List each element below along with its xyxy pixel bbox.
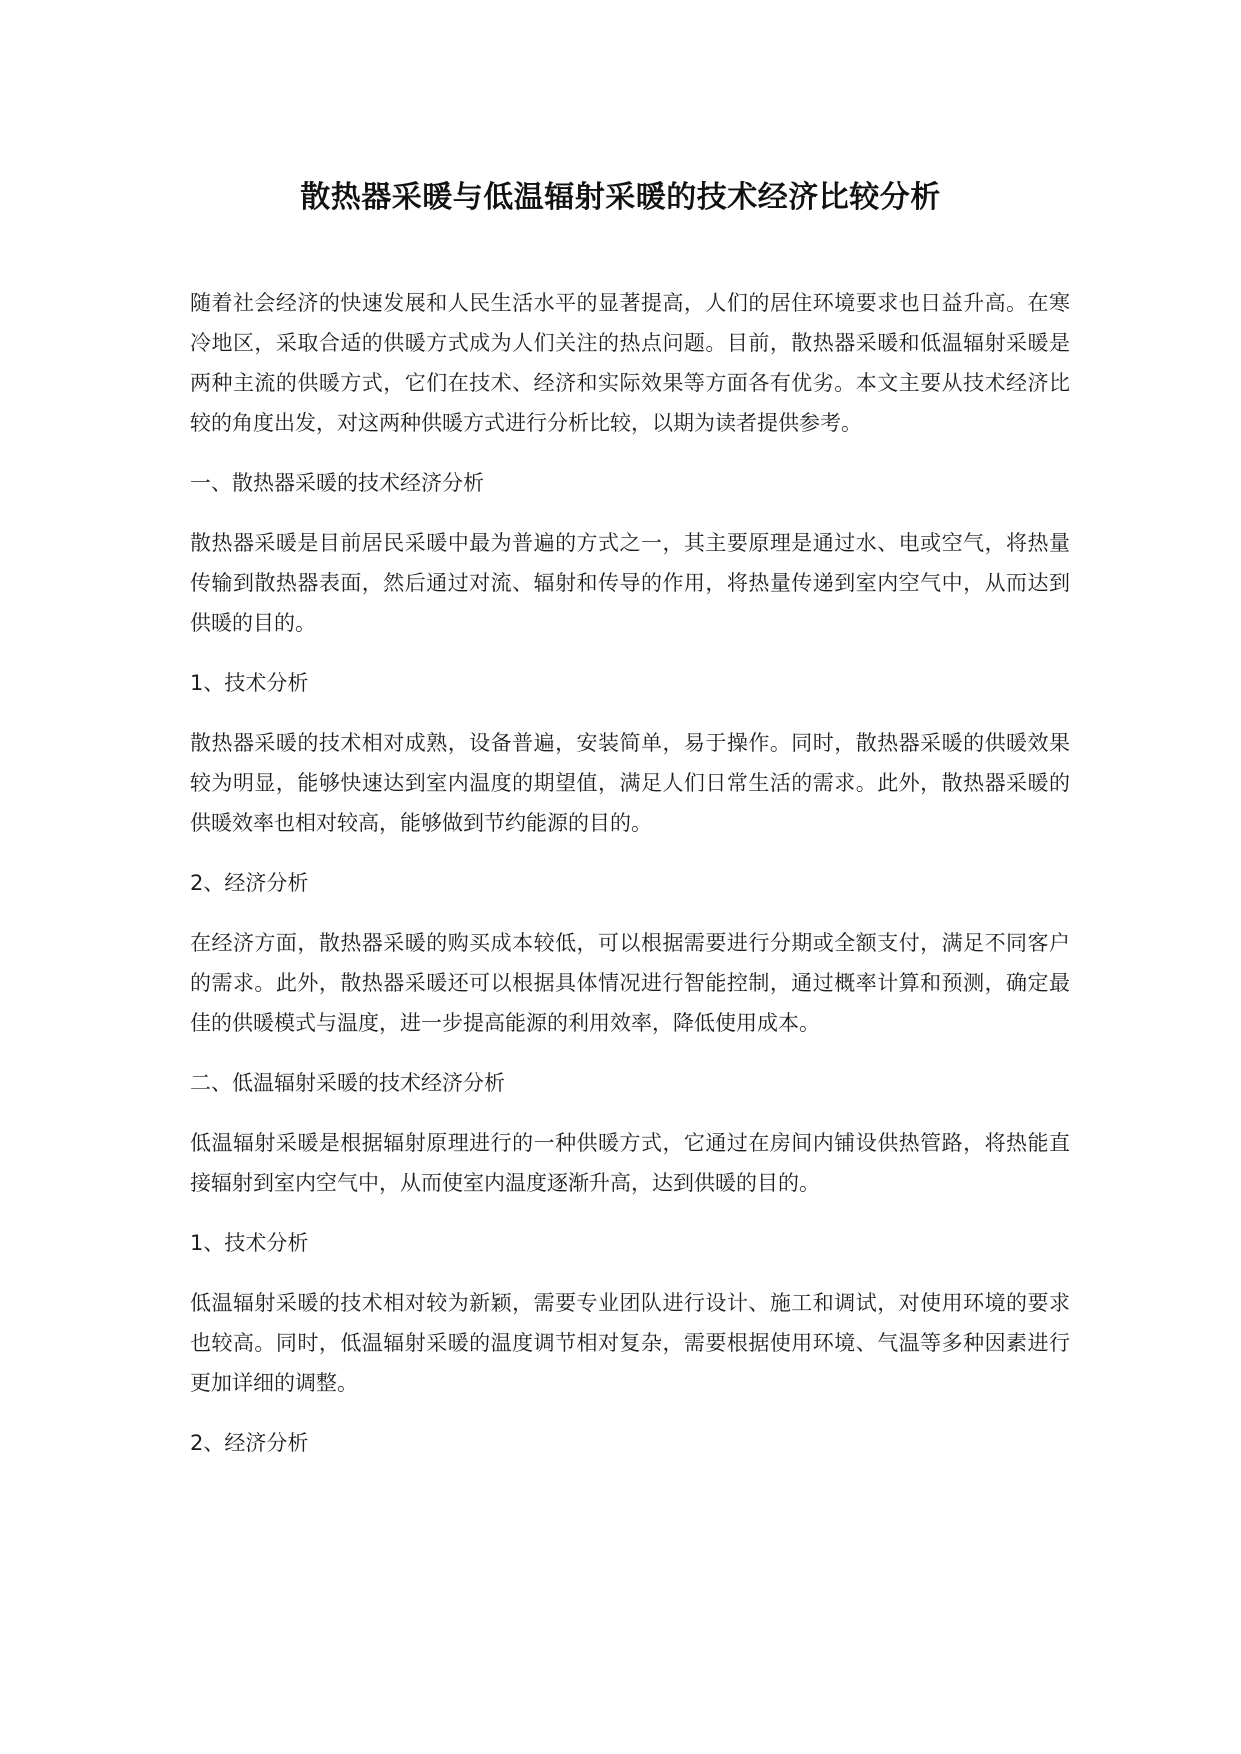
subsection-heading-radiator-technical: 1、技术分析	[190, 671, 309, 695]
document-body	[190, 283, 1070, 1483]
radiator-overview-paragraph: 散热器采暖是目前居民采暖中最为普遍的方式之一，其主要原理是通过水、电或空气，将热量传输到散热器表面，然后通过对流、辐射和传导的作用，将热量传递到室内空气中，从而达到供暖的目的。	[190, 531, 1070, 635]
document-title: 散热器采暖与低温辐射采暖的技术经济比较分析	[300, 180, 941, 215]
radiator-economic-paragraph: 在经济方面，散热器采暖的购买成本较低，可以根据需要进行分期或全额支付，满足不同客户的需求。此外，散热器采暖还可以根据具体情况进行智能控制，通过概率计算和预测，确定最佳的供暖模式与温度，进一步提高能源的利用效率，降低使用成本。	[190, 931, 1070, 1035]
radiator-technical-paragraph: 散热器采暖的技术相对成熟，设备普遍，安装简单，易于操作。同时，散热器采暖的供暖效果较为明显，能够快速达到室内温度的期望值，满足人们日常生活的需求。此外，散热器采暖的供暖效率也相对较高，能够做到节约能源的目的。	[190, 731, 1070, 835]
section-heading-radiator: 一、散热器采暖的技术经济分析	[190, 471, 484, 495]
subsection-heading-radiator-economic: 2、经济分析	[190, 871, 309, 895]
section-heading-low-temp-radiant: 二、低温辐射采暖的技术经济分析	[190, 1071, 505, 1095]
radiant-overview-paragraph: 低温辐射采暖是根据辐射原理进行的一种供暖方式，它通过在房间内铺设供热管路，将热能直接辐射到室内空气中，从而使室内温度逐渐升高，达到供暖的目的。	[190, 1131, 1070, 1195]
subsection-heading-radiant-economic: 2、经济分析	[190, 1431, 309, 1455]
intro-paragraph: 随着社会经济的快速发展和人民生活水平的显著提高，人们的居住环境要求也日益升高。在寒冷地区，采取合适的供暖方式成为人们关注的热点问题。目前，散热器采暖和低温辐射采暖是两种主流的供暖方式，它们在技术、经济和实际效果等方面各有优劣。本文主要从技术经济比较的角度出发，对这两种供暖方式进行分析比较，以期为读者提供参考。	[190, 291, 1070, 435]
subsection-heading-radiant-technical: 1、技术分析	[190, 1231, 309, 1255]
radiant-technical-paragraph: 低温辐射采暖的技术相对较为新颖，需要专业团队进行设计、施工和调试，对使用环境的要求也较高。同时，低温辐射采暖的温度调节相对复杂，需要根据使用环境、气温等多种因素进行更加详细的调整。	[190, 1291, 1070, 1395]
